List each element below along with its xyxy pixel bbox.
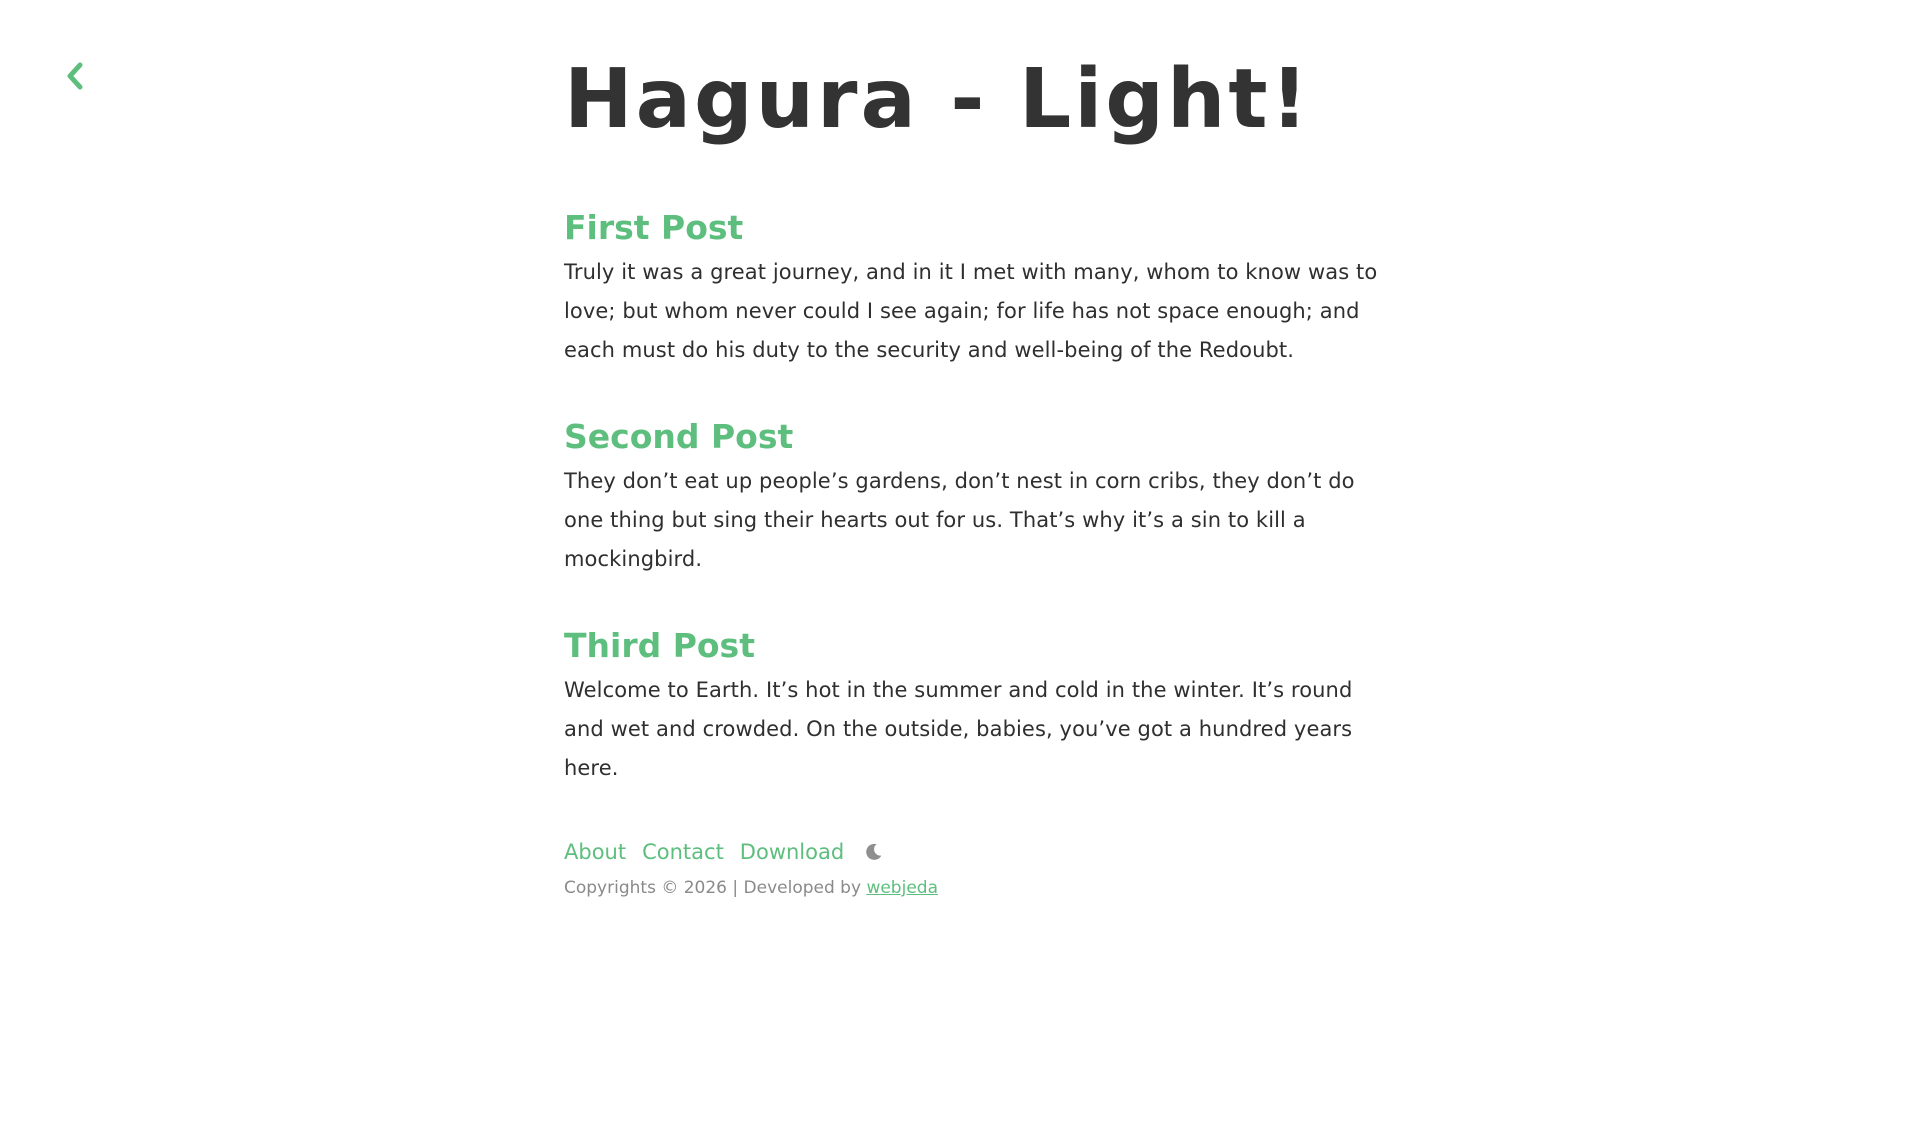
post-list (564, 207, 1384, 788)
footer-nav (564, 834, 1384, 870)
back-link[interactable] (60, 58, 92, 94)
post-excerpt: Welcome to Earth. It’s hot in the summer and cold in the winter. It’s round and wet and crowded. On the outside, babies, you’ve got a hundred years here. (564, 678, 1353, 780)
post-title-link[interactable]: First Post (564, 208, 744, 247)
nav-link-download[interactable]: Download (739, 840, 845, 864)
developer-link[interactable]: webjeda (866, 878, 938, 898)
post-item (564, 625, 1384, 788)
site-title: Hagura - Light! (564, 52, 1311, 147)
post-item (564, 416, 1384, 579)
copyright-text (564, 878, 1384, 898)
post-title-link[interactable]: Third Post (564, 626, 755, 665)
post-excerpt: They don’t eat up people’s gardens, don’t nest in corn cribs, they don’t do one thing but sing their hearts out for us. That’s why it’s a sin to kill a mockingbird. (564, 469, 1355, 571)
main-content (564, 50, 1384, 898)
nav-link-contact[interactable]: Contact (642, 840, 724, 864)
copyright-prefix: Copyrights © 2026 | Developed by (564, 878, 862, 898)
theme-toggle-button[interactable] (862, 841, 884, 863)
moon-icon (862, 841, 884, 863)
footer (564, 834, 1384, 898)
nav-link-about[interactable]: About (564, 840, 627, 864)
post-excerpt: Truly it was a great journey, and in it I met with many, whom to know was to love; but whom never could I see again; for life has not space enough; and each must do his duty to the security and well-being of the Redoubt. (564, 260, 1378, 362)
post-item (564, 207, 1384, 370)
chevron-left-icon (60, 58, 92, 94)
post-title-link[interactable]: Second Post (564, 417, 794, 456)
